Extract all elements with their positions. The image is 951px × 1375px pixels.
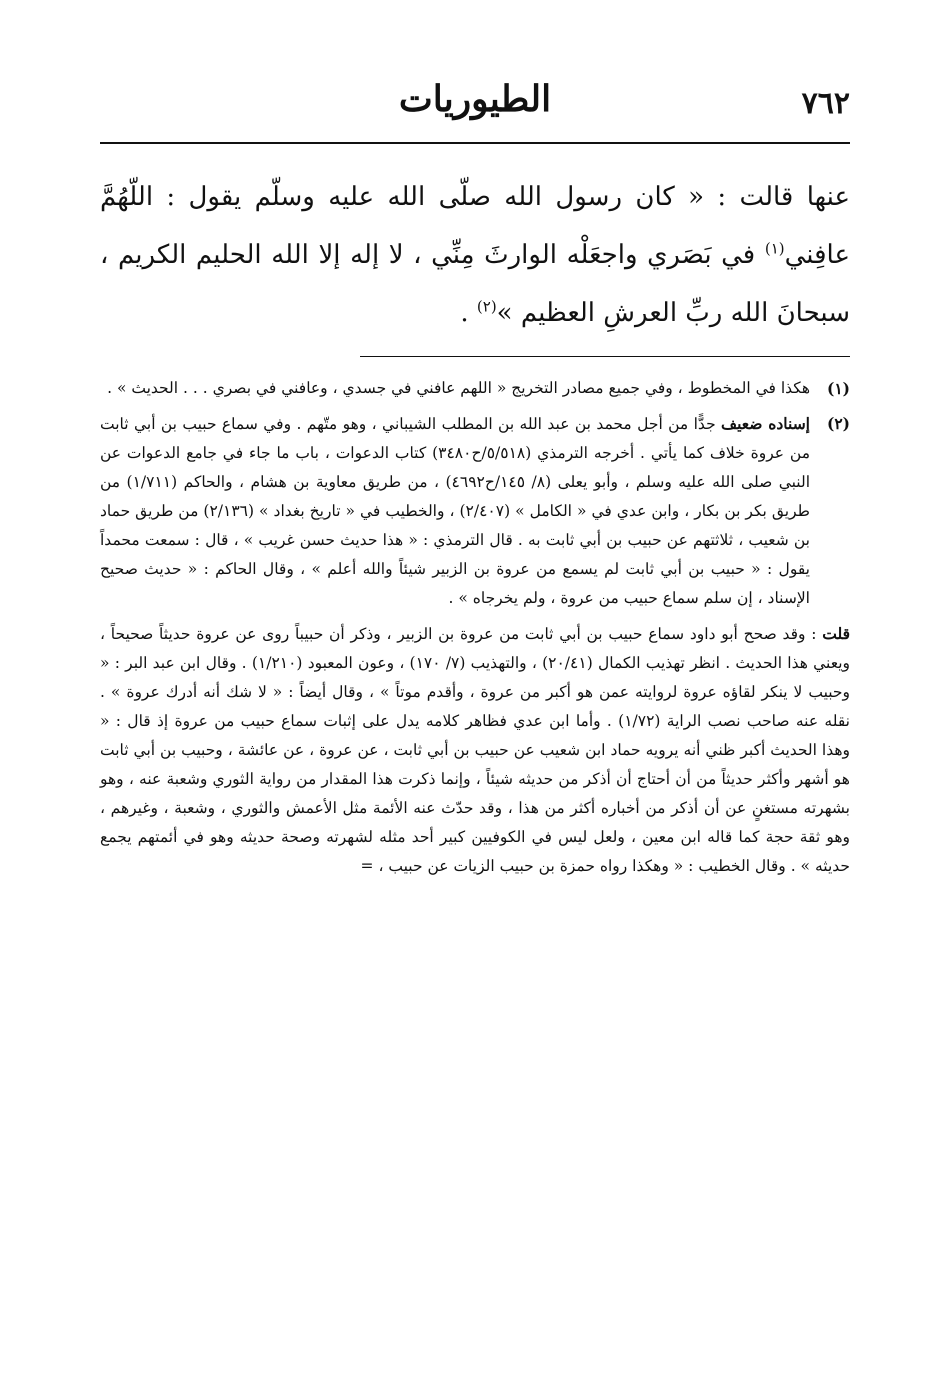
footnotes [100, 374, 850, 881]
footnote-ref-1: (١) [764, 239, 785, 258]
footnote-ref-2: (٢) [476, 297, 497, 316]
main-text-part1: عنها قالت : « كان رسول الله صلّى الله عليه وسلّم يقول : اللّهُمَّ عافِني [100, 182, 850, 270]
footnote-continued-text: : وقد صحح أبو داود سماع حبيب بن أبي ثابت من عروة بن الزبير ، وذكر أن حبيباً روى عن عروة حديثاً صحيحاً ، ويعني هذا الحديث . انظر تهذيب الكمال (٢٠/٤١) ، والتهذيب (٧/ ١٧٠) ، وعون المعبود (١/٢١٠) . وقال ابن عبد البر : « وحبيب لا ينكر لقاؤه عروة لروايته عمن هو أكبر من عروة ، وأقدم موتاً » ، وقال أيضاً : « لا شك أنه أدرك عروة » . نقله عنه صاحب نصب الراية (١/٧٢) . وأما ابن عدي فظاهر كلامه يدل على إثبات سماع حبيب من عروة إذ قال : « وهذا الحديث أكبر ظني أنه يرويه حماد ابن شعيب عن حبيب بن أبي ثابت ، عن عروة ، عن عائشة ، وحبيب بن أبي ثابت هو أشهر وأكثر حديثاً من أن أحتاج أن أذكر من حديثه شيئاً ، وإنما ذكرت هذا المقدار من رواية الثوري وشعبة عنه ، وهو بشهرته مستغنٍ عن أن أذكر من أخباره أكثر من هذا ، وقد حدّث عنه الأئمة مثل الأعمش والثوري ، وشعبة ، وغيرهم ، وهو ثقة حجة كما قاله ابن معين ، ولعل ليس في الكوفيين كبير أحد مثله لشهرته وصحة حديثه وهو في أئمتهم يجمع حديثه » . وقال الخطيب : « وهكذا رواه حمزة بن حبيب الزيات عن حبيب ، = [100, 625, 850, 875]
page-number: ٧٦٢ [801, 86, 850, 121]
footnote-continued-lead: قلت [822, 624, 850, 643]
main-text-part3: . [460, 298, 469, 328]
footnote-text: جدًّا من أجل محمد بن عبد الله بن المطلب الشيباني ، وهو متّهم . وفي سماع حبيب بن أبي ثابت من عروة خلاف كما يأتي . أخرجه الترمذي (٥/٥١٨/ح٣٤٨٠) كتاب الدعوات ، باب ما جاء في جامع الدعوات عن النبي صلى الله عليه وسلم ، وأبو يعلى (٨/ ١٤٥/ح٤٦٩٢) ، من طريق معاوية بن هشام ، والحاكم (١/٧١١) من طريق بكر بن بكار ، وابن عدي في « الكامل » (٢/٤٠٧) ، والخطيب في « تاريخ بغداد » (٢/١٣٦) من طريق حماد بن شعيب ، ثلاثتهم عن حبيب بن أبي ثابت به . قال الترمذي : « هذا حديث حسن غريب » ، قال : سمعت محمداً يقول : « حبيب بن أبي ثابت لم يسمع من عروة بن الزبير شيئاً والله أعلم » ، وقال الحاكم : « حديث صحيح الإسناد ، إن سلم سماع حبيب من عروة ، ولم يخرجاه » . [100, 415, 811, 607]
footnote-text: هكذا في المخطوط ، وفي جميع مصادر التخريج « اللهم عافني في جسدي ، وعافني في بصري . . . الحديث » . [107, 379, 810, 397]
footnote-number: (١) [826, 379, 850, 398]
page-header [100, 78, 850, 138]
footnote-2 [100, 409, 850, 613]
footnote-lead: إسناده ضعيف [721, 414, 810, 433]
footnote-2-continued [100, 619, 850, 881]
main-text [100, 168, 850, 342]
footnotes-separator [360, 356, 850, 357]
main-text-part2: في بَصَري واجعَلْه الوارثَ مِنِّي ، لا إله إلا الله الحليم الكريم ، سبحانَ الله ربِّ العرشِ العظيم » [100, 240, 850, 328]
main-paragraph [100, 168, 850, 342]
footnote-number: (٢) [826, 414, 850, 433]
running-title: الطيوريات [398, 78, 552, 120]
footnote-1 [100, 374, 850, 403]
header-rule [100, 142, 850, 144]
